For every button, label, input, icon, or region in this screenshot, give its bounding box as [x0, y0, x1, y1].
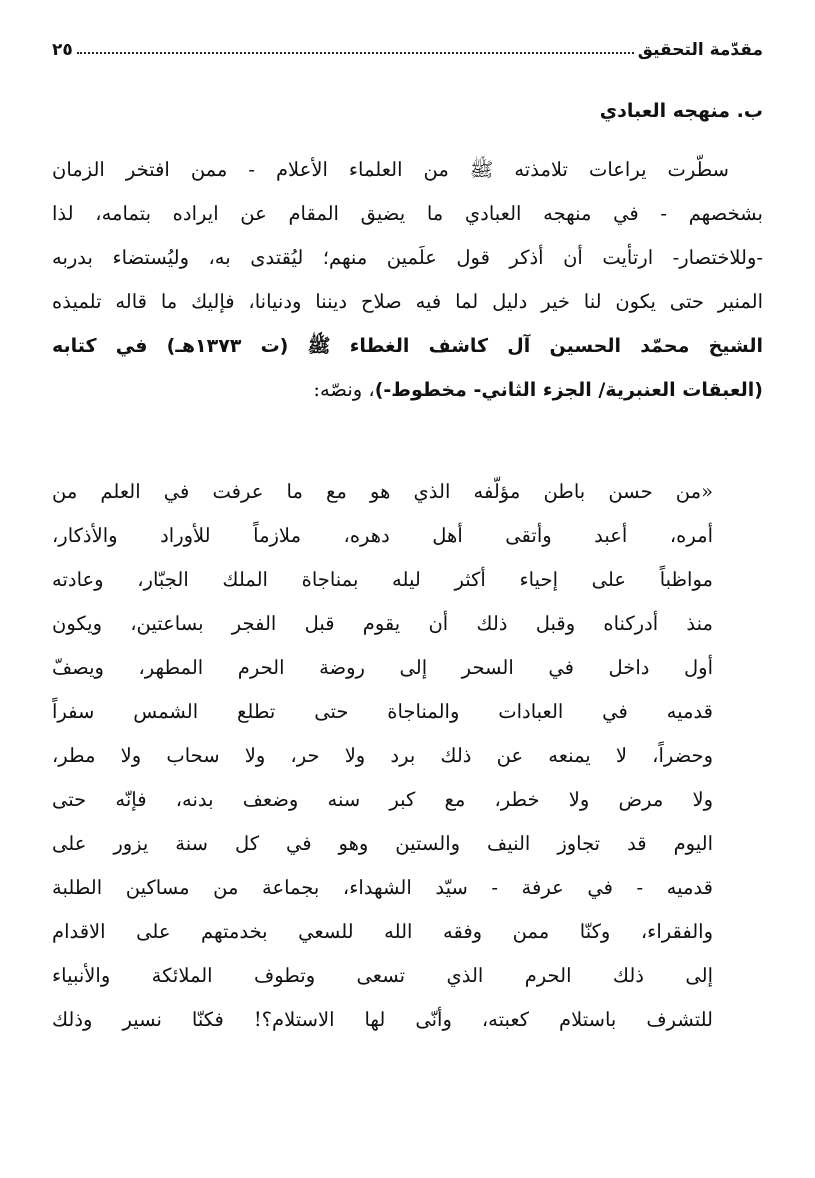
section-heading: ب. منهجه العبادي [599, 100, 763, 122]
paragraph-line: بشخصهم - في منهجه العبادي ما يضيق المقام عن ايراده بتمامه، لذا [52, 202, 763, 225]
quote-line: ولا مرض ولا خطر، مع كبر سنه وضعف بدنه، فإنّه حتى [52, 788, 713, 811]
header-title: مقدّمة التحقيق [637, 40, 763, 60]
paragraph-line [52, 368, 763, 412]
quote-line: «من حسن باطن مؤلّفه الذي هو مع ما عرفت في العلم من [52, 480, 713, 503]
page-number: ٢٥ [52, 40, 73, 60]
quote-line: مواظباً على إحياء أكثر ليله بمناجاة الملك الجبّار، وعادته [52, 568, 713, 591]
book-title: (العبقات العنبرية/ الجزء الثاني- مخطوط-) [374, 379, 763, 401]
paragraph-line: سطّرت يراعات تلامذته ﷺ من العلماء الأعلام - ممن افتخر الزمان [52, 158, 729, 181]
body-paragraph [52, 148, 763, 412]
paragraph-line-bold: الشيخ محمّد الحسين آل كاشف الغطاء ﷺ (ت ١٣٧٣هـ) في كتابه [52, 335, 763, 357]
dotted-leader [77, 51, 634, 54]
quote-line: قدميه - في عرفة - سيّد الشهداء، بجماعة من مساكين الطلبة [52, 876, 713, 899]
quote-line: للتشرف باستلام كعبته، وأنّى لها الاستلام؟! فكنّا نسير وذلك [52, 1008, 713, 1031]
quote-line: أول داخل في السحر إلى روضة الحرم المطهر، ويصفّ [52, 656, 713, 679]
quote-line: قدميه في العبادات والمناجاة حتى تطلع الشمس سفراً [52, 700, 713, 723]
quote-line: أمره، أعبد وأتقى أهل دهره، ملازماً للأوراد والأذكار، [52, 524, 713, 547]
quote-line: اليوم قد تجاوز النيف والستين وهو في كل سنة يزور على [52, 832, 713, 855]
quote-line: وحضراً، لا يمنعه عن ذلك برد ولا حر، ولا سحاب ولا مطر، [52, 744, 713, 767]
paragraph-line: -وللاختصار- ارتأيت أن أذكر قول علَمين منهم؛ ليُقتدى به، وليُستضاء بدربه [52, 246, 763, 269]
paragraph-line: المنير حتى يكون لنا خير دليل لما فيه صلاح ديننا ودنيانا، فإليك ما قاله تلميذه [52, 290, 763, 313]
running-header [52, 32, 763, 60]
paragraph-line-tail: ، ونصّه: [313, 378, 375, 401]
quotation-block [52, 470, 713, 1042]
quote-line: والفقراء، وكنّا ممن وفقه الله للسعي بخدمتهم على الاقدام [52, 920, 713, 943]
quote-line: إلى ذلك الحرم الذي تسعى وتطوف الملائكة والأنبياء [52, 964, 713, 987]
quote-line: منذ أدركناه وقبل ذلك أن يقوم قبل الفجر بساعتين، ويكون [52, 612, 713, 635]
